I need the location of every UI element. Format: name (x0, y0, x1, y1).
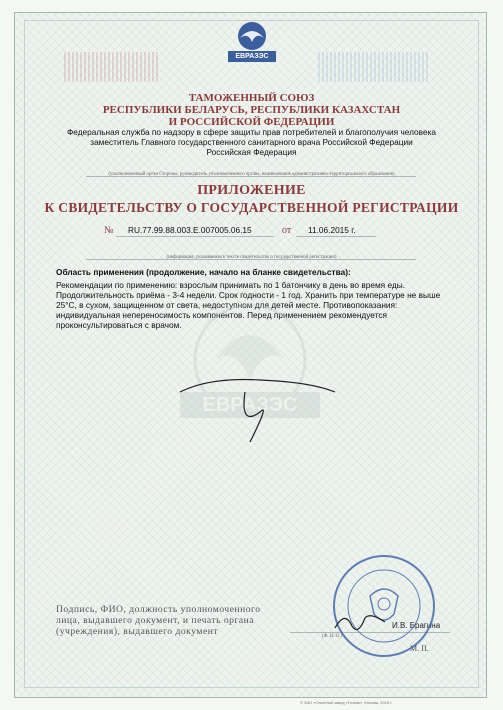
organization-line-1: Федеральная служба по надзору в сфере защиты прав потребителей и благополучия человека (66, 127, 437, 137)
registration-caption: (информация, указываемая в тексте свидетельства о государственной регистрации) (166, 255, 337, 260)
printer-footer: © ЗАО «Опытный завод «Гознак», Москва, 2015 г. (300, 700, 393, 705)
number-label: № (104, 225, 114, 236)
official-stamp (332, 554, 436, 658)
appendix-subtitle: К СВИДЕТЕЛЬСТВУ О ГОСУДАРСТВЕННОЙ РЕГИСТРАЦИИ (44, 200, 459, 215)
signature-scribble (150, 352, 350, 452)
organization-line-2: заместитель Главного государственного санитарного врача Российской Федерации (90, 137, 413, 147)
signature-label: Подпись, ФИО, должность уполномоченного лица, выдавшего документ, и печать органа (учреждения), выдавшего документ (56, 604, 261, 637)
registration-date: 11.06.2015 г. (308, 225, 356, 235)
header-line-3: И РОССИЙСКОЙ ФЕДЕРАЦИИ (168, 116, 335, 128)
registration-number: RU.77.99.88.003.E.007005.06.15 (128, 225, 252, 235)
fio-caption: (Ф. И. О.) (322, 634, 342, 639)
scope-heading: Область применения (продолжение, начало на бланке свидетельства): (56, 267, 351, 277)
eurasec-logo (226, 20, 278, 64)
scope-paragraph: Рекомендации по применению: взрослым принимать по 1 батончику в день во время еды. Продолжительность приёма - 3-4 недели. Срок годности - 1 год. Хранить при температуре не выше 25°С, в сухом, защищенном от света, недоступном для детей месте. Противопоказания: индивидуальная непереносимость компонентов. Перед применением рекомендуется проконсультироваться с врачом. (56, 280, 441, 330)
hologram-patch-right (318, 52, 428, 82)
mp-label: М. П. (410, 644, 429, 653)
logo-text: ЕВРАЗЭС (235, 53, 269, 60)
header-line-2: РЕСПУБЛИКИ БЕЛАРУСЬ, РЕСПУБЛИКИ КАЗАХСТАН (102, 104, 401, 116)
date-label: от (282, 225, 292, 236)
hologram-patch (64, 52, 160, 82)
signature-mark (330, 608, 390, 638)
organization-caption: (уполномоченный орган Стороны, руководитель уполномоченного органа, наименование административно-территориального образования) (108, 172, 395, 177)
watermark-text: ЕВРАЗЭС (202, 394, 298, 416)
signer-name: И.В. Брагина (392, 621, 441, 630)
header-line-1: ТАМОЖЕННЫЙ СОЮЗ (188, 92, 315, 104)
appendix-title: ПРИЛОЖЕНИЕ (197, 183, 306, 198)
organization-line-3: Российская Федерация (206, 147, 297, 157)
